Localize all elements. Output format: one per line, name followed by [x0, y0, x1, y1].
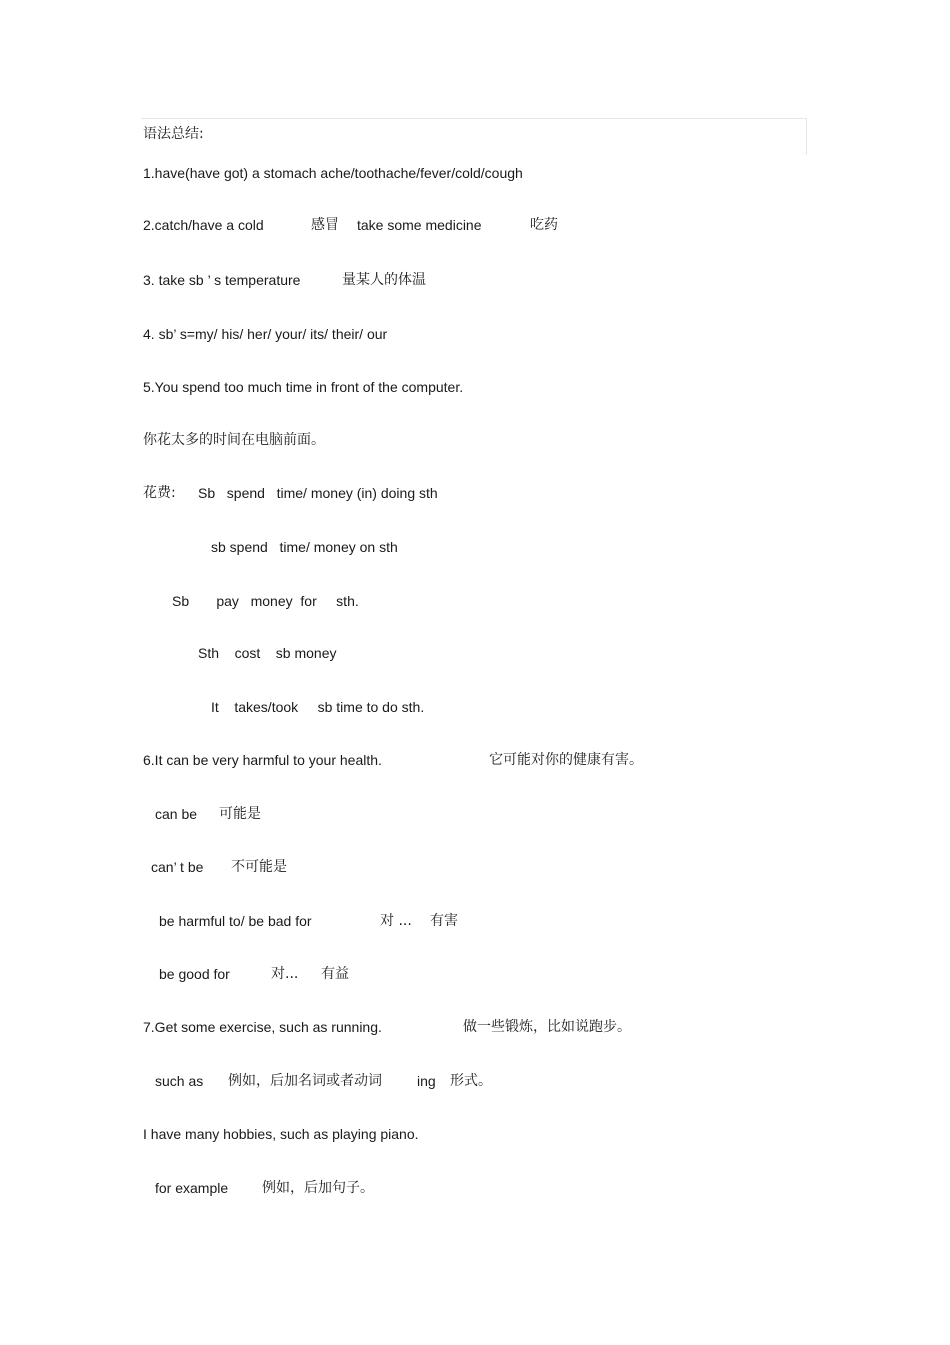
- good-for-en: be good for: [159, 966, 230, 982]
- spend-line-4: Sth cost sb money: [198, 645, 337, 661]
- item-1: 1.have(have got) a stomach ache/toothache/fever/cold/cough: [143, 165, 523, 181]
- good-for-cn-2: 有益: [321, 966, 349, 982]
- such-as-en: such as: [155, 1073, 204, 1089]
- item-6-cn: 它可能对你的健康有害。: [489, 752, 643, 768]
- item-4: 4. sb’ s=my/ his/ her/ your/ its/ their/ our: [143, 326, 388, 342]
- item-3-en: 3. take sb ’ s temperature: [143, 272, 301, 288]
- harmful-en: be harmful to/ be bad for: [159, 913, 312, 929]
- good-for-cn-1: 对...: [271, 966, 299, 982]
- item-2-en-1: 2.catch/have a cold: [143, 217, 264, 233]
- item-7-cn: 做一些锻炼，比如说跑步。: [463, 1019, 631, 1035]
- cant-be-en: can’ t be: [151, 859, 204, 875]
- can-be-en: can be: [155, 806, 198, 822]
- item-2-cn-2: 吃药: [530, 217, 558, 233]
- item-2-cn-1: 感冒: [311, 217, 339, 233]
- harmful-cn-2: 有害: [430, 913, 458, 929]
- item-6-en: 6.It can be very harmful to your health.: [143, 752, 382, 768]
- for-example-cn: 例如，后加句子。: [262, 1180, 374, 1196]
- item-2-en-2: take some medicine: [357, 217, 482, 233]
- harmful-cn-1: 对 ...: [380, 913, 412, 929]
- spend-line-2: sb spend time/ money on sth: [211, 539, 398, 555]
- such-as-en-2: ing: [417, 1073, 436, 1089]
- such-as-cn-1: 例如，后加名词或者动词: [228, 1073, 382, 1089]
- spend-line-3: Sb pay money for sth.: [172, 593, 359, 609]
- spend-line-5: It takes/took sb time to do sth.: [211, 699, 425, 715]
- spend-label: 花费:: [143, 485, 176, 501]
- hobbies-example: I have many hobbies, such as playing piano.: [143, 1126, 419, 1142]
- for-example-en: for example: [155, 1180, 229, 1196]
- section-heading: 语法总结:: [143, 126, 204, 142]
- item-3-cn: 量某人的体温: [342, 272, 426, 288]
- such-as-cn-2: 形式。: [450, 1073, 492, 1089]
- heading-frame: [141, 118, 807, 155]
- item-5-en: 5.You spend too much time in front of the computer.: [143, 379, 464, 395]
- spend-line-1: Sb spend time/ money (in) doing sth: [198, 485, 438, 501]
- item-5-cn: 你花太多的时间在电脑前面。: [143, 432, 325, 448]
- can-be-cn: 可能是: [219, 806, 261, 822]
- cant-be-cn: 不可能是: [231, 859, 287, 875]
- item-7-en: 7.Get some exercise, such as running.: [143, 1019, 382, 1035]
